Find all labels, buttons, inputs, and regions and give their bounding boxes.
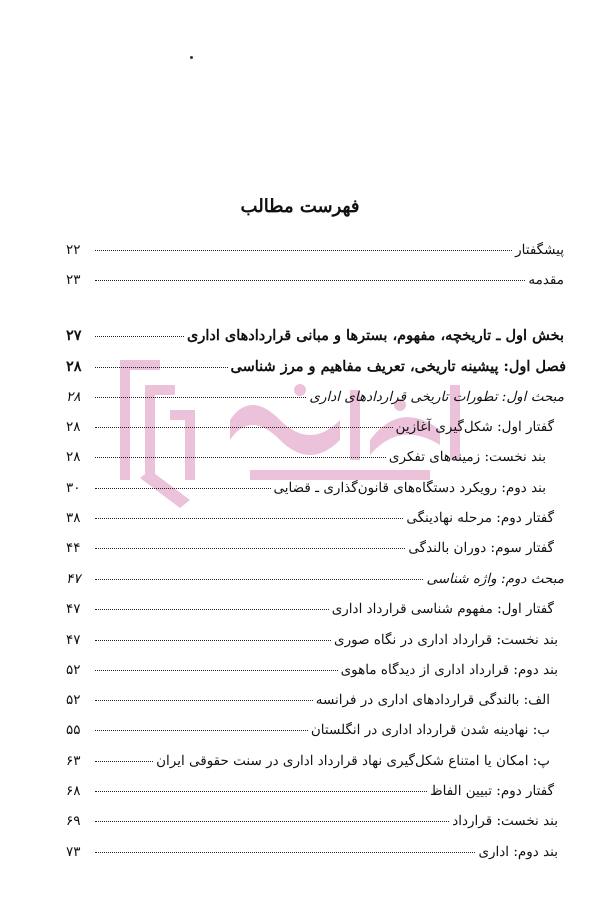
toc-page-number: ۲۸ — [66, 389, 81, 405]
toc-label: پ: امکان یا امتناع شکل‌گیری نهاد قرارداد اداری در سنت حقوقی ایران — [156, 753, 550, 769]
leader-dots — [95, 791, 427, 792]
toc-page-number: ۷۳ — [66, 844, 81, 860]
toc-entry — [66, 540, 554, 556]
toc-label: گفتار اول: شکل‌گیری آغازین — [395, 419, 554, 435]
toc-page-number: ۵۲ — [66, 662, 81, 678]
toc-entry — [66, 844, 558, 860]
toc-label: ب: نهادینه شدن قرارداد اداری در انگلستان — [310, 722, 550, 738]
leader-dots — [95, 821, 449, 822]
toc-page-number: ۶۸ — [66, 783, 81, 799]
toc-entry — [66, 722, 550, 738]
leader-dots — [95, 518, 403, 519]
toc-page-number: ۵۲ — [66, 692, 81, 708]
leader-dots — [95, 700, 313, 701]
page-title: فهرست مطالب — [240, 196, 360, 217]
toc-label: الف: بالندگی قراردادهای اداری در فرانسه — [315, 692, 550, 708]
toc-label: مقدمه — [528, 272, 564, 288]
toc-entry — [66, 242, 564, 258]
toc-label: بند دوم: قرارداد اداری از دیدگاه ماهوی — [340, 662, 558, 678]
toc-page-number: ۴۷ — [66, 571, 81, 587]
toc-label: بند نخست: زمینه‌های تفکری — [388, 449, 546, 465]
toc-entry — [66, 692, 550, 708]
toc-label: بند نخست: قرارداد — [452, 813, 558, 829]
toc-entry — [66, 632, 558, 648]
toc-entry — [66, 783, 554, 799]
toc-label: بند نخست: قرارداد اداری در نگاه صوری — [334, 632, 558, 648]
leader-dots — [95, 579, 423, 580]
toc-label: گفتار دوم: مرحله نهادینگی — [406, 510, 554, 526]
toc-entry — [66, 449, 546, 465]
leader-dots — [95, 336, 184, 337]
toc-page-number: ۲۸ — [66, 358, 82, 375]
toc-entry-part — [66, 327, 564, 344]
toc-page-number: ۶۹ — [66, 813, 81, 829]
leader-dots — [95, 640, 331, 641]
toc-entry — [66, 480, 546, 496]
toc-label: مبحث دوم: واژه شناسی — [426, 571, 564, 587]
toc-entry-chapter — [66, 358, 566, 375]
ink-dot — [190, 56, 193, 59]
toc-label: مبحث اول: تطورات تاریخی قراردادهای اداری — [309, 389, 564, 405]
toc-entry — [66, 662, 558, 678]
leader-dots — [95, 488, 271, 489]
leader-dots — [95, 280, 525, 281]
toc-entry — [66, 753, 550, 769]
toc-page-number: ۴۷ — [66, 632, 81, 648]
toc-page-number: ۲۸ — [66, 419, 81, 435]
toc-page-number: ۲۷ — [66, 327, 82, 344]
leader-dots — [95, 761, 153, 762]
toc-entry — [66, 813, 558, 829]
toc-page-number: ۶۳ — [66, 753, 81, 769]
leader-dots — [95, 548, 405, 549]
toc-page-number: ۴۷ — [66, 601, 81, 617]
toc-entry — [66, 510, 554, 526]
toc-entry — [66, 272, 564, 288]
leader-dots — [95, 670, 338, 671]
leader-dots — [95, 397, 306, 398]
toc-page-number: ۴۴ — [66, 540, 81, 556]
toc-label: بند دوم: رویکرد دستگاه‌های قانون‌گذاری ـ قضایی — [273, 480, 546, 496]
leader-dots — [95, 250, 512, 251]
toc-entry-section — [66, 571, 564, 587]
leader-dots — [95, 609, 329, 610]
toc-label: بخش اول ـ تاریخچه، مفهوم، بسترها و مبانی قراردادهای اداری — [186, 327, 564, 344]
leader-dots — [95, 852, 475, 853]
toc-entry-section — [66, 389, 564, 405]
toc-label: بند دوم: اداری — [478, 844, 558, 860]
toc-label: پیشگفتار — [515, 242, 564, 258]
leader-dots — [95, 427, 393, 428]
toc-page-number: ۲۲ — [66, 242, 81, 258]
toc-label: گفتار دوم: تبیین الفاظ — [430, 783, 554, 799]
toc-page-number: ۲۸ — [66, 449, 81, 465]
toc-entry — [66, 601, 554, 617]
toc-page-number: ۲۳ — [66, 272, 81, 288]
toc-label: گفتار اول: مفهوم شناسی قرارداد اداری — [331, 601, 554, 617]
toc-page-number: ۳۰ — [66, 480, 81, 496]
toc-entry — [66, 419, 554, 435]
toc-label: فصل اول: پیشینه تاریخی، تعریف مفاهیم و مرز شناسی — [230, 358, 566, 375]
leader-dots — [95, 730, 308, 731]
toc-page-number: ۵۵ — [66, 722, 81, 738]
leader-dots — [95, 457, 386, 458]
toc-label: گفتار سوم: دوران بالندگی — [408, 540, 554, 556]
toc-page-number: ۳۸ — [66, 510, 81, 526]
leader-dots — [95, 367, 228, 368]
